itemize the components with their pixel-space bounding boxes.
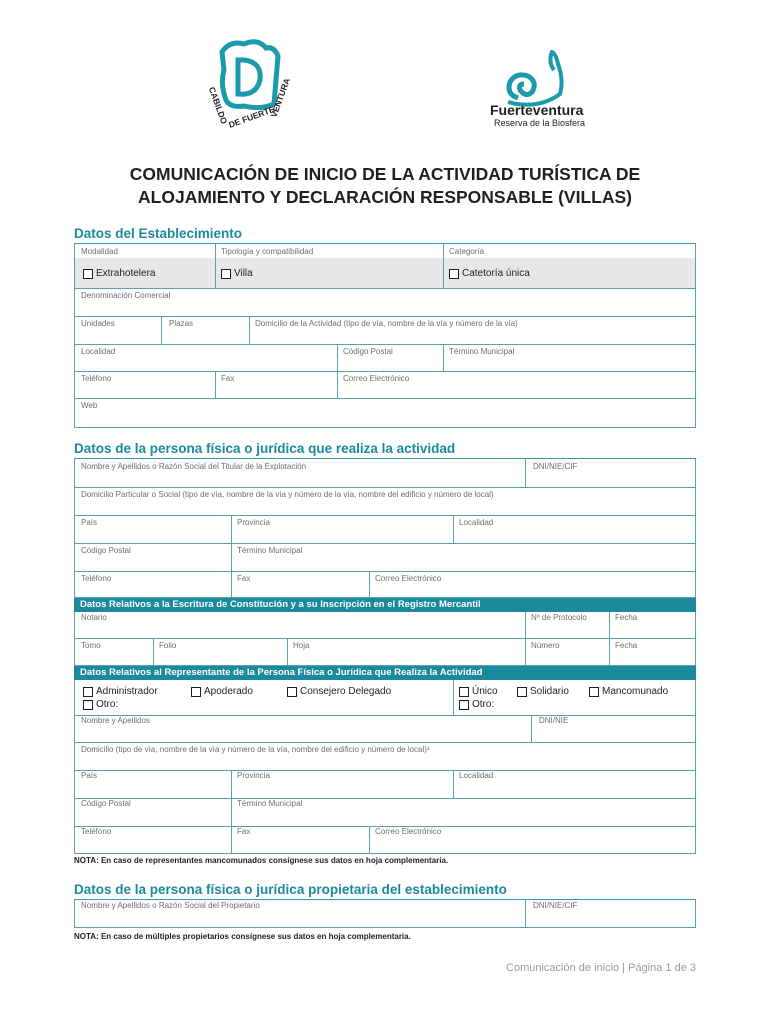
field-hoja[interactable]: Hoja (293, 641, 310, 650)
field-fax[interactable]: Fax (221, 374, 235, 383)
field-fecha[interactable]: Fecha (615, 641, 638, 650)
label-categoria: Categoría (449, 247, 485, 256)
cabildo-logo (200, 34, 300, 134)
field-dni-propietario[interactable]: DNI/NIE/CIF (533, 901, 578, 910)
form-row (75, 344, 695, 372)
field-nombre-titular[interactable]: Nombre y Apellidos o Razón Social del Titular de la Explotación (81, 462, 307, 471)
field-fax[interactable]: Fax (237, 827, 251, 836)
field-domicilio-representante[interactable]: Domicilio (tipo de vía, nombre de la vía y número de la vía, nombre del edificio y número de local)¹ (75, 742, 695, 771)
section-establecimiento-heading: Datos del Establecimiento (74, 226, 243, 241)
field-unidades[interactable]: Unidades (81, 319, 115, 328)
representante-form (74, 680, 696, 854)
form-row (75, 371, 695, 399)
field-notario[interactable]: Notario (81, 613, 107, 622)
document-title: COMUNICACIÓN DE INICIO DE LA ACTIVIDAD TURÍSTICA DE ALOJAMIENTO Y DECLARACIÓN RESPONSABLE (VILLAS) (129, 164, 641, 207)
svg-text:DE FUERTE: DE FUERTE (227, 104, 276, 130)
note-propietarios: NOTA: En caso de múltiples propietarios consígnese sus datos en hoja complementaria. (74, 932, 411, 941)
field-web[interactable]: Web (81, 401, 98, 410)
field-correo[interactable]: Correo Electrónico (375, 827, 442, 836)
form-row (75, 826, 695, 853)
checkbox-villa[interactable]: Villa (221, 268, 253, 279)
checkbox-administrador[interactable]: Administrador (83, 686, 158, 697)
form-row (75, 638, 695, 665)
field-pais[interactable]: País (81, 771, 98, 780)
label-tipologia: Tipología y compatibilidad (221, 247, 314, 256)
checkbox-apoderado[interactable]: Apoderado (191, 686, 253, 697)
titular-form (74, 459, 696, 598)
field-termino-municipal[interactable]: Término Municipal (449, 347, 515, 356)
field-correo[interactable]: Correo Electrónico (375, 574, 442, 583)
field-telefono[interactable]: Teléfono (81, 574, 112, 583)
field-nombre-representante[interactable]: Nombre y Apellidos (81, 716, 150, 725)
page-footer: Comunicación de inicio | Página 1 de 3 (506, 962, 696, 974)
form-row (75, 798, 695, 827)
field-codigo-postal[interactable]: Código Postal (343, 347, 393, 356)
field-codigo-postal[interactable]: Código Postal (81, 546, 131, 555)
form-row (75, 244, 695, 259)
note-mancomunados: NOTA: En caso de representantes mancomunados consígnese sus datos en hoja complementaria. (74, 856, 449, 865)
field-pais[interactable]: País (81, 518, 98, 527)
checkbox-otro-cargo[interactable]: Otro: (83, 699, 118, 710)
form-row (75, 612, 695, 639)
logo-name: Fuerteventura (490, 102, 584, 118)
label-modalidad: Modalidad (81, 247, 118, 256)
establecimiento-form (74, 244, 696, 428)
field-dni-titular[interactable]: DNI/NIE/CIF (533, 462, 578, 471)
field-protocolo[interactable]: Nº de Protocolo (531, 613, 587, 622)
field-dni-representante[interactable]: DNI/NIE (539, 716, 569, 725)
field-correo[interactable]: Correo Electrónico (343, 374, 410, 383)
form-row (75, 770, 695, 799)
form-row (75, 900, 695, 927)
field-termino-municipal[interactable]: Término Municipal (237, 546, 303, 555)
form-row (75, 316, 695, 345)
checkbox-mancomunado[interactable]: Mancomunado (589, 686, 668, 697)
checkbox-otro-representacion[interactable]: Otro: (459, 699, 494, 710)
form-row (75, 459, 695, 488)
field-numero[interactable]: Número (531, 641, 560, 650)
propietario-form (74, 900, 696, 928)
section-escritura-bar: Datos Relativos a la Escritura de Constitución y a su Inscripción en el Registro Mercantil (74, 598, 696, 612)
form-row (75, 258, 695, 289)
field-fecha[interactable]: Fecha (615, 613, 638, 622)
field-telefono[interactable]: Teléfono (81, 827, 112, 836)
field-provincia[interactable]: Provincia (237, 771, 270, 780)
fuerteventura-biosfera-logo (478, 50, 618, 132)
field-codigo-postal[interactable]: Código Postal (81, 799, 131, 808)
form-row (75, 571, 695, 597)
field-provincia[interactable]: Provincia (237, 518, 270, 527)
checkbox-consejero-delegado[interactable]: Consejero Delegado (287, 686, 391, 697)
field-folio[interactable]: Folio (159, 641, 177, 650)
field-fax[interactable]: Fax (237, 574, 251, 583)
section-propietario-heading: Datos de la persona física o jurídica propietaria del establecimiento (74, 882, 507, 897)
form-row (75, 715, 695, 743)
escritura-form (74, 612, 696, 666)
form-row (75, 543, 695, 572)
field-domicilio-titular[interactable]: Domicilio Particular o Social (tipo de vía, nombre de la vía y número de la vía, nombre del edificio y número de local) (75, 487, 695, 516)
checkbox-categoria-unica[interactable]: Catetoría única (449, 268, 530, 279)
form-row (75, 515, 695, 544)
checkbox-unico[interactable]: Único (459, 686, 498, 697)
section-representante-bar: Datos Relativos al Representante de la Persona Física o Jurídica que Realiza la Actividad (74, 666, 696, 680)
form-row (75, 680, 695, 716)
field-denominacion[interactable]: Denominación Comercial (75, 288, 695, 317)
section-titular-heading: Datos de la persona física o jurídica que realiza la actividad (74, 441, 456, 456)
checkbox-extrahotelera[interactable]: Extrahotelera (83, 268, 155, 279)
field-localidad[interactable]: Localidad (81, 347, 116, 356)
field-localidad[interactable]: Localidad (459, 518, 494, 527)
svg-text:CABILDO: CABILDO (206, 85, 230, 126)
field-plazas[interactable]: Plazas (169, 319, 194, 328)
logo-subtitle: Reserva de la Biosfera (494, 118, 586, 128)
checkbox-solidario[interactable]: Solidario (517, 686, 569, 697)
svg-text:VENTURA: VENTURA (268, 76, 292, 119)
field-nombre-propietario[interactable]: Nombre y Apellidos o Razón Social del Propietario (81, 901, 260, 910)
field-telefono[interactable]: Teléfono (81, 374, 112, 383)
field-domicilio-actividad[interactable]: Domicilio de la Actividad (tipo de vía, nombre de la vía y número de la vía) (255, 319, 518, 328)
field-termino-municipal[interactable]: Término Municipal (237, 799, 303, 808)
field-tomo[interactable]: Tomo (81, 641, 101, 650)
field-localidad[interactable]: Localidad (459, 771, 494, 780)
